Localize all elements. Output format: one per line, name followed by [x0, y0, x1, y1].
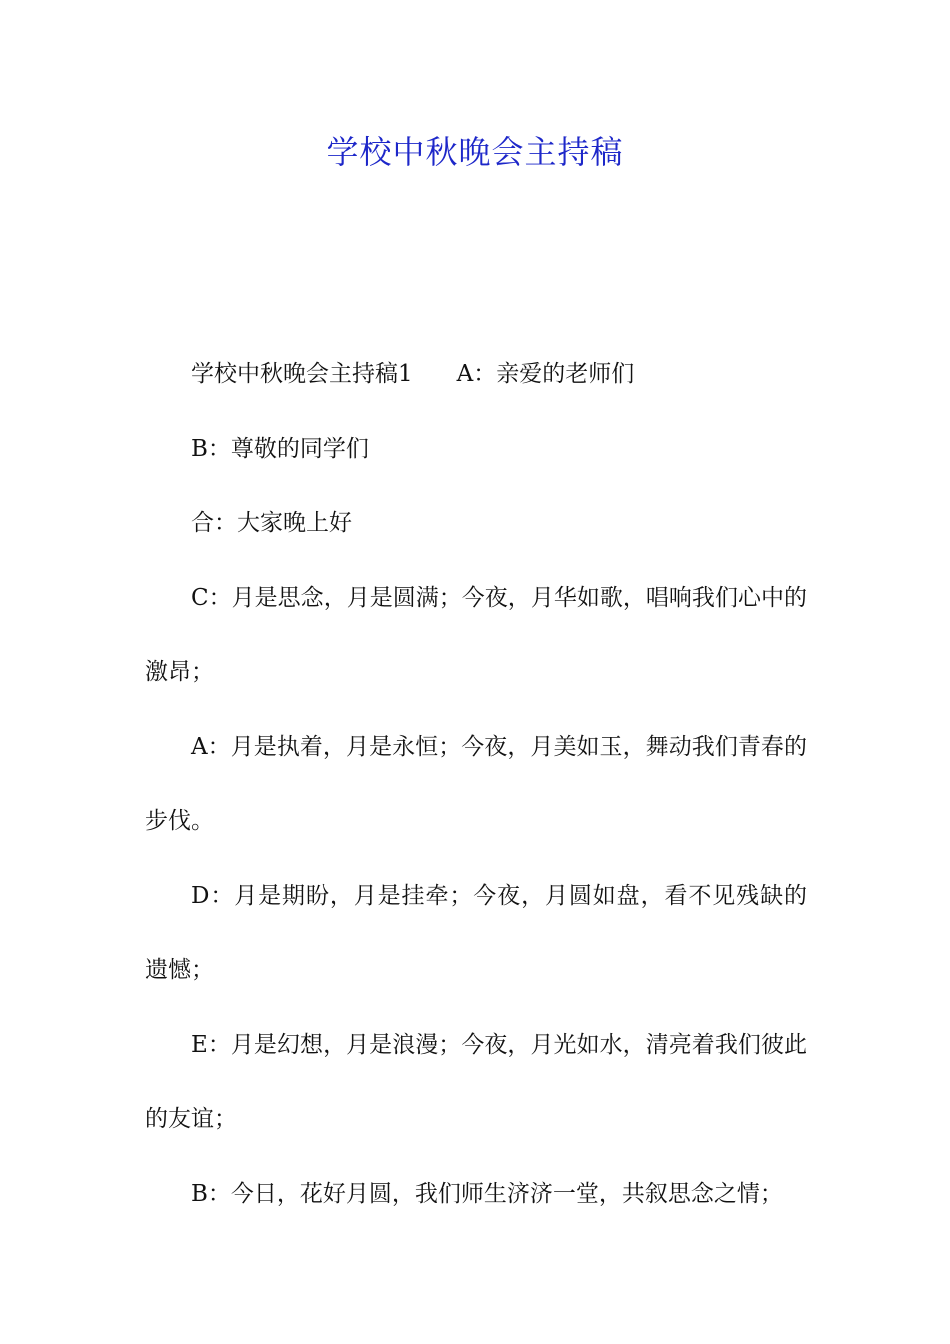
- document-body: [145, 337, 807, 1231]
- paragraph: [145, 486, 807, 561]
- paragraph: [145, 412, 807, 487]
- paragraph-text: A：月是执着，月是永恒；今夜，月美如玉，舞动我们青春的步伐。: [145, 733, 807, 834]
- paragraph-text: 合：大家晚上好: [191, 510, 352, 536]
- paragraph-text: D：月是期盼，月是挂牵；今夜，月圆如盘，看不见残缺的遗憾；: [145, 882, 807, 983]
- paragraph: [145, 710, 807, 859]
- paragraph-text: B：尊敬的同学们: [191, 435, 369, 462]
- paragraph-text: B：今日，花好月圆，我们师生济济一堂，共叙思念之情；: [191, 1180, 783, 1207]
- paragraph: [145, 337, 807, 412]
- paragraph: [145, 1157, 807, 1232]
- paragraph: [145, 1008, 807, 1157]
- paragraph-text: C：月是思念，月是圆满；今夜，月华如歌，唱响我们心中的激昂；: [145, 584, 807, 685]
- paragraph-text: A：亲爱的老师们: [456, 361, 635, 387]
- document-title: 学校中秋晚会主持稿: [326, 133, 624, 171]
- paragraph-text: E：月是幻想，月是浪漫；今夜，月光如水，清亮着我们彼此的友谊；: [145, 1031, 807, 1132]
- paragraph: [145, 561, 807, 710]
- paragraph: [145, 859, 807, 1008]
- paragraph-text: 学校中秋晚会主持稿1: [191, 361, 413, 387]
